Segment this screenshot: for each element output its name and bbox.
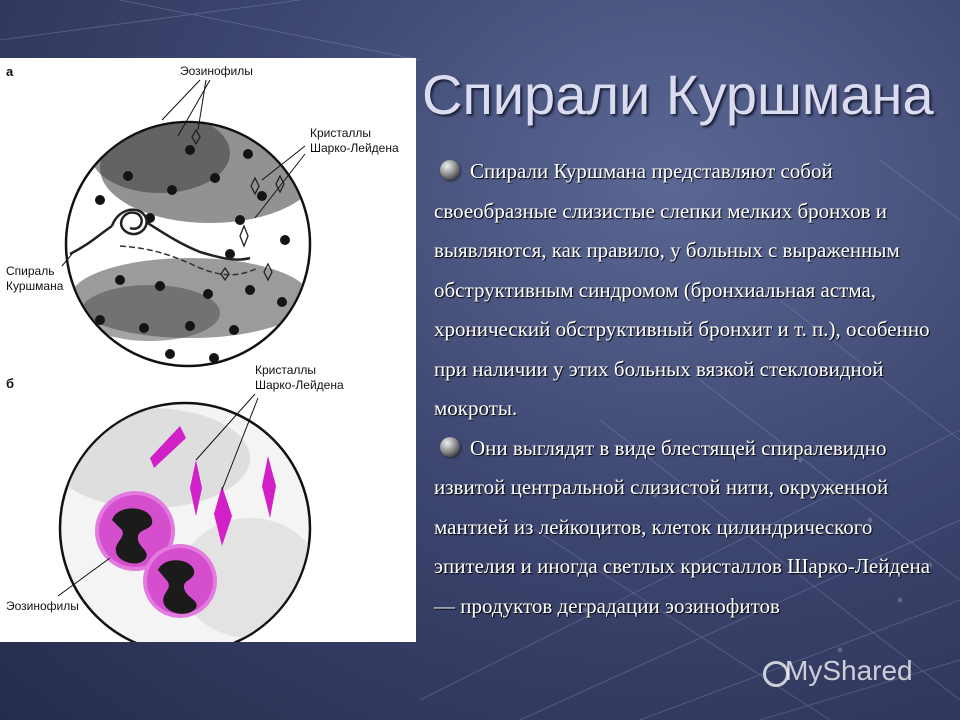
watermark-text: MyShared — [785, 655, 913, 686]
panel-a — [6, 64, 399, 366]
panel-a-letter: а — [6, 64, 14, 79]
microscopy-illustration — [0, 58, 416, 642]
bullet-item-1 — [434, 152, 949, 429]
microscopy-figure — [0, 58, 416, 642]
sphere-bullet-icon — [440, 160, 460, 180]
label-eosinophils-b: Эозинофилы — [6, 599, 79, 613]
slide-title: Спирали Куршмана — [422, 63, 934, 126]
label-crystals-b-line1: Кристаллы — [255, 363, 317, 377]
panel-b — [6, 363, 344, 642]
bullet-text-1: Спирали Куршмана представляют собой своеобразные слизистые слепки мелких бронхов и выявляются, как правило, у больных с выраженным обструктивным синдромом (бронхиальная астма, хронический обструктивный бронхит и т. п.), особенно при наличии у этих больных вязкой стекловидной мокроты. — [434, 159, 930, 420]
label-spiral-line1: Спираль — [6, 264, 55, 278]
bullet-text-2: Они выглядят в виде блестящей спиралевидно извитой центральной слизистой нити, окруженной мантией из лейкоцитов, клеток цилиндрического эпителия и иногда светлых кристаллов Шарко-Лейдена — продуктов деградации эозинофитов — [434, 435, 931, 618]
label-spiral-line2: Куршмана — [6, 279, 64, 293]
bullet-list — [434, 152, 949, 626]
label-crystals-a-line1: Кристаллы — [310, 126, 372, 140]
bullet-item-2 — [434, 429, 949, 627]
label-eosinophils-a: Эозинофилы — [180, 64, 253, 78]
panel-b-letter: б — [6, 376, 15, 391]
label-crystals-a-line2: Шарко-Лейдена — [310, 141, 399, 155]
sphere-bullet-icon — [440, 437, 460, 457]
label-crystals-b-line2: Шарко-Лейдена — [255, 378, 344, 392]
